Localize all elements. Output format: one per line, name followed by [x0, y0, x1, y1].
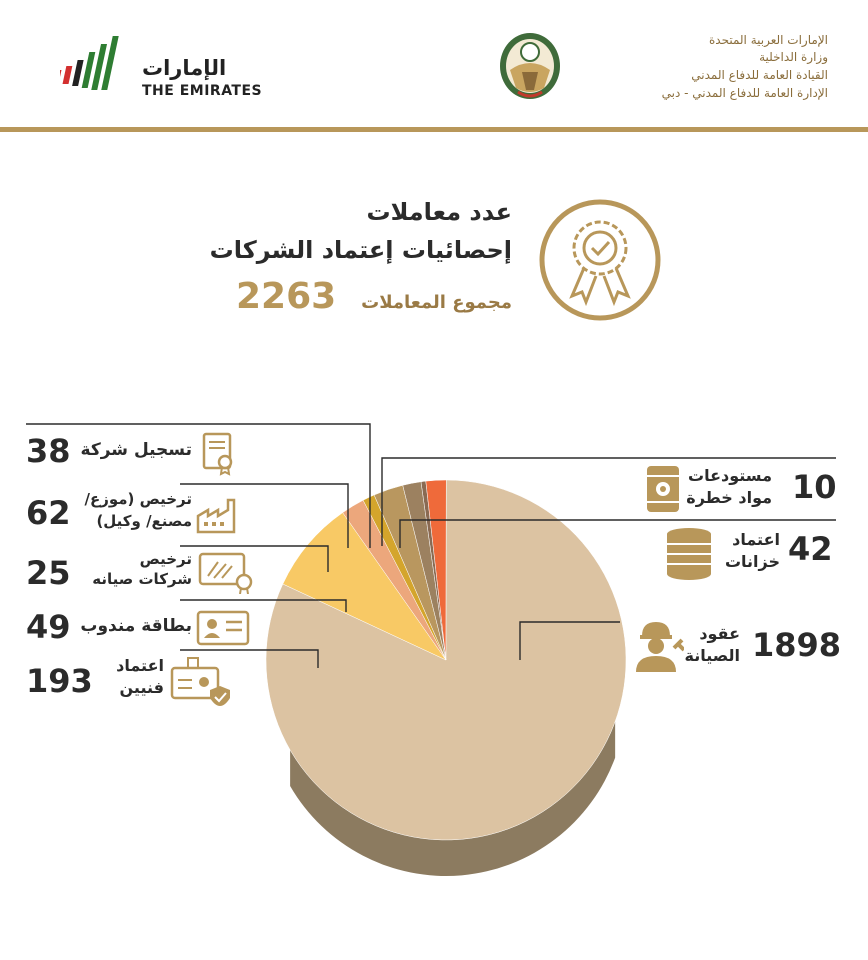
- slice-label-company-registration: تسجيل شركة: [80, 440, 192, 460]
- slice-label-maintenance-contracts-line1: عقود: [699, 624, 740, 643]
- slice-label-distributor-license-line1: ترخيص (موزع/: [84, 490, 192, 508]
- org-line-ministry: وزارة الداخلية: [759, 50, 828, 64]
- org-line-command: القيادة العامة للدفاع المدني: [691, 68, 828, 82]
- slice-label-maintenance-license-line2: شركات صيانه: [92, 570, 192, 588]
- slice-label-hazardous-warehouses-line2: مواد خطرة: [686, 488, 772, 507]
- slice-value-technicians: 193: [26, 662, 93, 700]
- slice-label-technicians-line1: اعتماد: [116, 656, 164, 675]
- license-certificate-icon: [196, 550, 256, 594]
- company-registration-icon: [198, 432, 238, 476]
- slice-label-tanks-line2: خزانات: [724, 552, 780, 571]
- slice-label-maintenance-contracts-line2: الصيانة: [684, 646, 740, 665]
- page-title-line1: عدد معاملات: [366, 198, 512, 226]
- slice-value-company-registration: 38: [26, 432, 71, 470]
- slice-value-maintenance-contracts: 1898: [752, 626, 842, 664]
- slice-value-tanks: 42: [788, 530, 833, 568]
- factory-icon: [196, 494, 242, 534]
- total-transactions-value: 2263: [236, 276, 337, 317]
- slice-label-tanks-line1: اعتماد: [732, 530, 780, 549]
- slice-label-hazardous-warehouses-line1: مستودعات: [688, 466, 772, 485]
- slice-value-maintenance-license: 25: [26, 554, 71, 592]
- page-title-line2: إحصائيات إعتماد الشركات: [209, 236, 512, 264]
- id-card-icon: [196, 608, 250, 648]
- technician-id-icon: [170, 656, 232, 708]
- emirates-brand-arabic: الإمارات: [142, 56, 227, 80]
- org-line-country: الإمارات العربية المتحدة: [709, 33, 828, 47]
- slice-label-maintenance-license-line1: ترخيص: [139, 550, 192, 568]
- emirates-brand-english: THE EMIRATES: [142, 83, 263, 99]
- storage-tank-icon: [664, 526, 714, 580]
- total-transactions-label: مجموع المعاملات: [361, 292, 512, 313]
- maintenance-worker-icon: [628, 618, 684, 672]
- slice-label-representative-card: بطاقة مندوب: [80, 616, 192, 636]
- slice-value-hazardous-warehouses: 10: [792, 468, 837, 506]
- slice-value-representative-card: 49: [26, 608, 71, 646]
- slice-label-distributor-license-line2: مصنع/ وكيل): [96, 512, 192, 530]
- slice-label-technicians-line2: فنيين: [119, 678, 164, 697]
- org-line-department: الإدارة العامة للدفاع المدني - دبي: [661, 86, 828, 100]
- slice-value-distributor-license: 62: [26, 494, 71, 532]
- hazard-barrel-icon: [644, 462, 682, 516]
